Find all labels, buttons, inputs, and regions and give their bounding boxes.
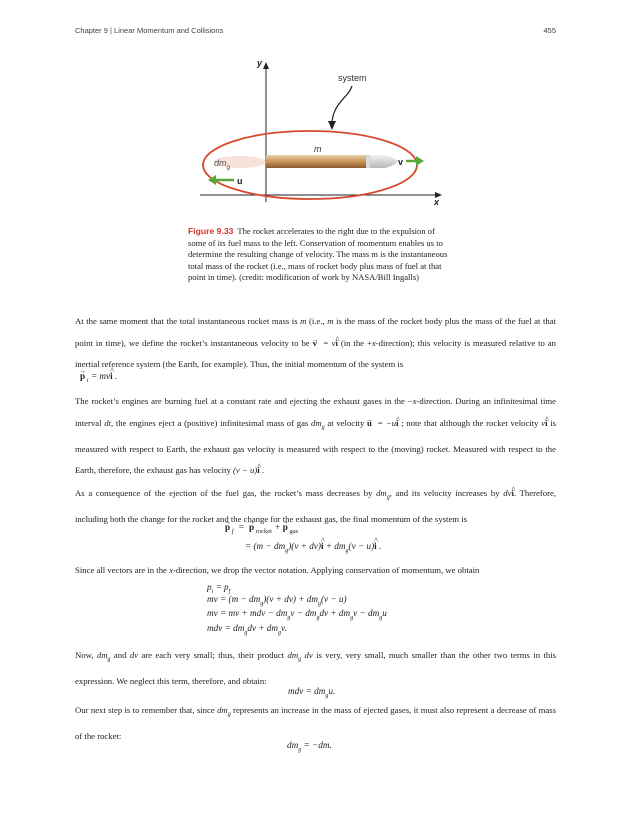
mass-label: m [314, 144, 322, 154]
eq-neglect: mdv = $dm_gu$. [288, 686, 336, 699]
rocket-nose [366, 155, 398, 168]
eq-final-momentum-1: → p $_f$ = → p $_{rocket}$ + → p $_{gas}$ [225, 519, 298, 537]
rocket-band [366, 155, 370, 168]
eq-conservation-4: mdv = $dm_gdv + dm_gv$. [207, 623, 287, 636]
paragraph-5: Now, $dm_g$ and dv are each very small; thus, their product $dm_g$ dv is very, very small, much smaller than the other two terms in this expression. We neglect this term, therefore, and obtain: [75, 650, 556, 687]
figure-label: Figure 9.33 [188, 226, 234, 236]
eq-final-momentum-2: = $(m - dm_g)(v$ + dv)^ $i + dm_g(v$ − u)^ i . [245, 538, 381, 560]
paragraph-1: At the same moment that the total instantaneous rocket mass is m (i.e., m is the mass of the rocket body plus the mass of the fuel at that point in time), we define the rocket’s instantaneous velocity to be → v = v^ i (in the +x-direction); this velocity is measured relative to an inertial reference system (the Earth, for example). Thus, the initial momentum of the system is [75, 311, 556, 376]
dmg-label: $dm_g$ [214, 158, 231, 171]
rocket-body [266, 155, 366, 168]
chapter-header: Chapter 9 | Linear Momentum and Collisions [75, 26, 224, 35]
v-label: v [398, 157, 404, 167]
paragraph-3: As a consequence of the ejection of the fuel gas, the rocket’s mass decreases by $dm_g$, and its velocity increases by dv^ i. Therefore, including both the change for the rocket and the change for the exhaust gas, the final momentum of the system is [75, 483, 556, 531]
paragraph-6: Our next step is to remember that, since $dm_g$ represents an increase in the mass of ejected gases, it must also represent a decrease of mass of the rocket: [75, 705, 556, 742]
page-number: 455 [543, 26, 556, 35]
x-axis-label: x [434, 197, 440, 207]
eq-conservation-1: $p_i = p_f$ [207, 582, 231, 595]
figure-caption-text: The rocket accelerates to the right due to the expulsion of some of its fuel mass to the left. Conservation of momentum enables us to determine the resulting change of velocity. The mass m is the instantaneous total mass of the rocket (i.e., mass of rocket body plus mass of fuel at that point in time). (credit: modification of work by NASA/Bill Ingalls) [188, 226, 448, 283]
eq-conservation-3: mv = mv + mdv − $dm_gv - dm_gdv + dm_gv - dm_gu$ [207, 608, 387, 621]
v-arrow-head [416, 156, 424, 166]
eq-conservation-2: mv = $(m - dm_g)(v + dv) + dm_g(v - u)$ [207, 594, 347, 607]
y-axis-label: y [257, 58, 263, 68]
system-pointer-head [328, 121, 336, 130]
system-label: system [338, 73, 367, 83]
eq-initial-momentum: → p $_i$ = mv^ i . [80, 368, 117, 386]
rocket-figure [180, 52, 450, 212]
y-axis-arrow [263, 62, 269, 69]
paragraph-2: The rocket’s engines are burning fuel at a constant rate and ejecting the exhaust gases in the −x-direction. During an infinitesimal time interval dt, the engines eject a (positive) infinitesimal mass of gas $dm_g$ at velocity → u = −u^ i ; note that although the rocket velocity v^ i is measured with respect to Earth, the exhaust gas velocity is measured with respect to the (moving) rocket. Measured with respect to the Earth, therefore, the exhaust gas has velocity (v − u)^ i . [75, 391, 556, 482]
u-label: u [237, 176, 243, 186]
figure-caption [188, 226, 448, 284]
system-pointer [332, 86, 352, 122]
paragraph-4: Since all vectors are in the x-direction, we drop the vector notation. Applying conservation of momentum, we obtain [75, 565, 480, 575]
eq-mass-decrease: $dm_g = -dm$. [287, 740, 332, 753]
